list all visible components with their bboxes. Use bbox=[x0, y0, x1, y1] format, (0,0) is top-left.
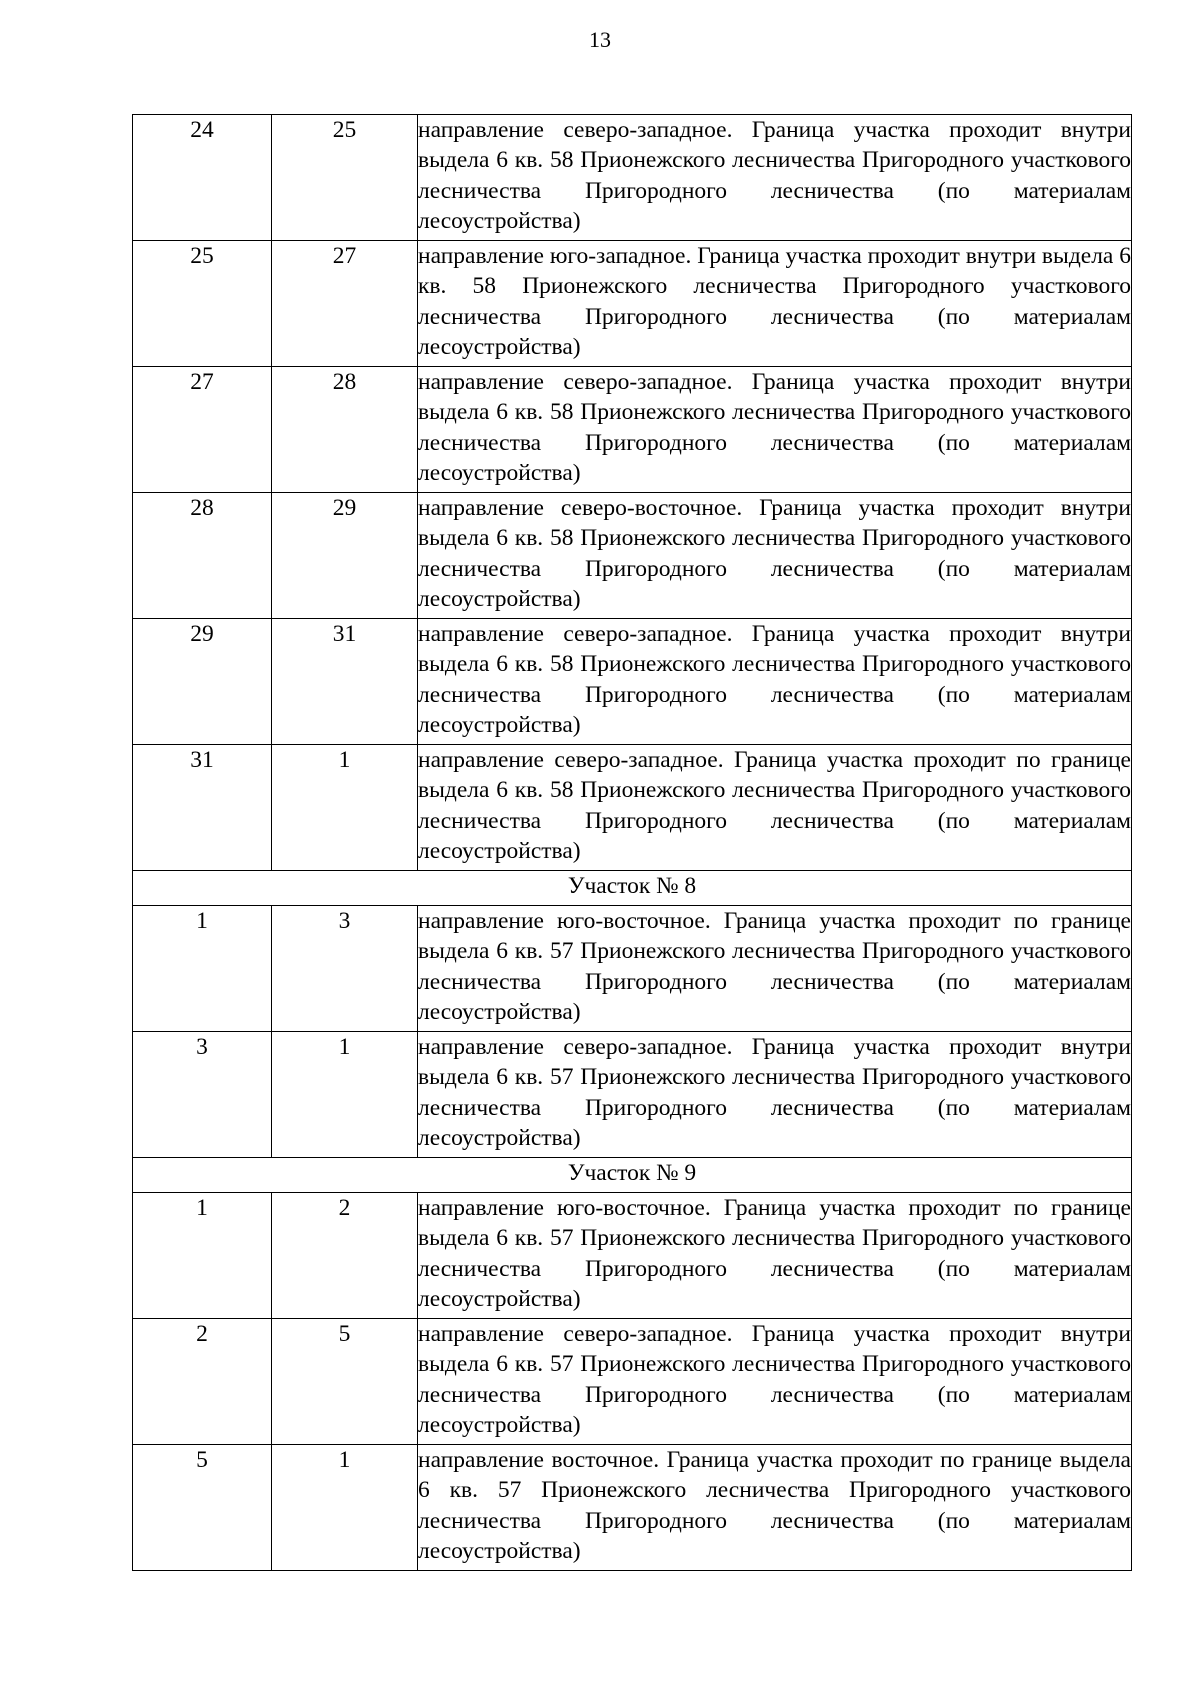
to-point-cell: 28 bbox=[272, 367, 418, 493]
boundary-description-cell: направление северо-западное. Граница участка проходит внутри выдела 6 кв. 58 Прионежского лесничества Пригородного участкового лесничества Пригородного лесничества (по материалам лесоустройства) bbox=[418, 619, 1132, 745]
page-number: 13 bbox=[589, 27, 611, 52]
section-title: Участок № 9 bbox=[133, 1158, 1132, 1193]
table-row bbox=[133, 906, 1132, 1032]
section-header-row bbox=[133, 871, 1132, 906]
from-point-cell: 28 bbox=[133, 493, 272, 619]
table-row bbox=[133, 367, 1132, 493]
to-point-cell: 31 bbox=[272, 619, 418, 745]
boundary-description-cell: направление северо-восточное. Граница участка проходит внутри выдела 6 кв. 58 Прионежского лесничества Пригородного участкового лесничества Пригородного лесничества (по материалам лесоустройства) bbox=[418, 493, 1132, 619]
from-point-cell: 24 bbox=[133, 115, 272, 241]
to-point-cell: 2 bbox=[272, 1193, 418, 1319]
to-point-cell: 5 bbox=[272, 1319, 418, 1445]
from-point-cell: 5 bbox=[133, 1445, 272, 1571]
table-row bbox=[133, 115, 1132, 241]
boundary-description-cell: направление юго-западное. Граница участка проходит внутри выдела 6 кв. 58 Прионежского лесничества Пригородного участкового лесничества Пригородного лесничества (по материалам лесоустройства) bbox=[418, 241, 1132, 367]
to-point-cell: 1 bbox=[272, 745, 418, 871]
from-point-cell: 25 bbox=[133, 241, 272, 367]
boundary-description-cell: направление юго-восточное. Граница участка проходит по границе выдела 6 кв. 57 Прионежского лесничества Пригородного участкового лесничества Пригородного лесничества (по материалам лесоустройства) bbox=[418, 906, 1132, 1032]
from-point-cell: 29 bbox=[133, 619, 272, 745]
boundary-description-cell: направление восточное. Граница участка проходит по границе выдела 6 кв. 57 Прионежского лесничества Пригородного участкового лесничества Пригородного лесничества (по материалам лесоустройства) bbox=[418, 1445, 1132, 1571]
section-header-row bbox=[133, 1158, 1132, 1193]
table-row bbox=[133, 1193, 1132, 1319]
boundary-description-cell: направление северо-западное. Граница участка проходит внутри выдела 6 кв. 58 Прионежского лесничества Пригородного участкового лесничества Пригородного лесничества (по материалам лесоустройства) bbox=[418, 115, 1132, 241]
to-point-cell: 27 bbox=[272, 241, 418, 367]
boundary-description-cell: направление северо-западное. Граница участка проходит по границе выдела 6 кв. 58 Прионежского лесничества Пригородного участкового лесничества Пригородного лесничества (по материалам лесоустройства) bbox=[418, 745, 1132, 871]
boundary-description-cell: направление юго-восточное. Граница участка проходит по границе выдела 6 кв. 57 Прионежского лесничества Пригородного участкового лесничества Пригородного лесничества (по материалам лесоустройства) bbox=[418, 1193, 1132, 1319]
to-point-cell: 1 bbox=[272, 1032, 418, 1158]
table-row bbox=[133, 241, 1132, 367]
section-title: Участок № 8 bbox=[133, 871, 1132, 906]
to-point-cell: 25 bbox=[272, 115, 418, 241]
table-row bbox=[133, 493, 1132, 619]
table-row bbox=[133, 1319, 1132, 1445]
from-point-cell: 31 bbox=[133, 745, 272, 871]
boundary-table bbox=[132, 114, 1132, 1571]
from-point-cell: 2 bbox=[133, 1319, 272, 1445]
table-row bbox=[133, 745, 1132, 871]
to-point-cell: 29 bbox=[272, 493, 418, 619]
from-point-cell: 1 bbox=[133, 906, 272, 1032]
table-row bbox=[133, 619, 1132, 745]
boundary-description-cell: направление северо-западное. Граница участка проходит внутри выдела 6 кв. 58 Прионежского лесничества Пригородного участкового лесничества Пригородного лесничества (по материалам лесоустройства) bbox=[418, 367, 1132, 493]
from-point-cell: 3 bbox=[133, 1032, 272, 1158]
table-row bbox=[133, 1445, 1132, 1571]
boundary-description-cell: направление северо-западное. Граница участка проходит внутри выдела 6 кв. 57 Прионежского лесничества Пригородного участкового лесничества Пригородного лесничества (по материалам лесоустройства) bbox=[418, 1319, 1132, 1445]
from-point-cell: 1 bbox=[133, 1193, 272, 1319]
boundary-description-cell: направление северо-западное. Граница участка проходит внутри выдела 6 кв. 57 Прионежского лесничества Пригородного участкового лесничества Пригородного лесничества (по материалам лесоустройства) bbox=[418, 1032, 1132, 1158]
to-point-cell: 3 bbox=[272, 906, 418, 1032]
from-point-cell: 27 bbox=[133, 367, 272, 493]
table-row bbox=[133, 1032, 1132, 1158]
to-point-cell: 1 bbox=[272, 1445, 418, 1571]
